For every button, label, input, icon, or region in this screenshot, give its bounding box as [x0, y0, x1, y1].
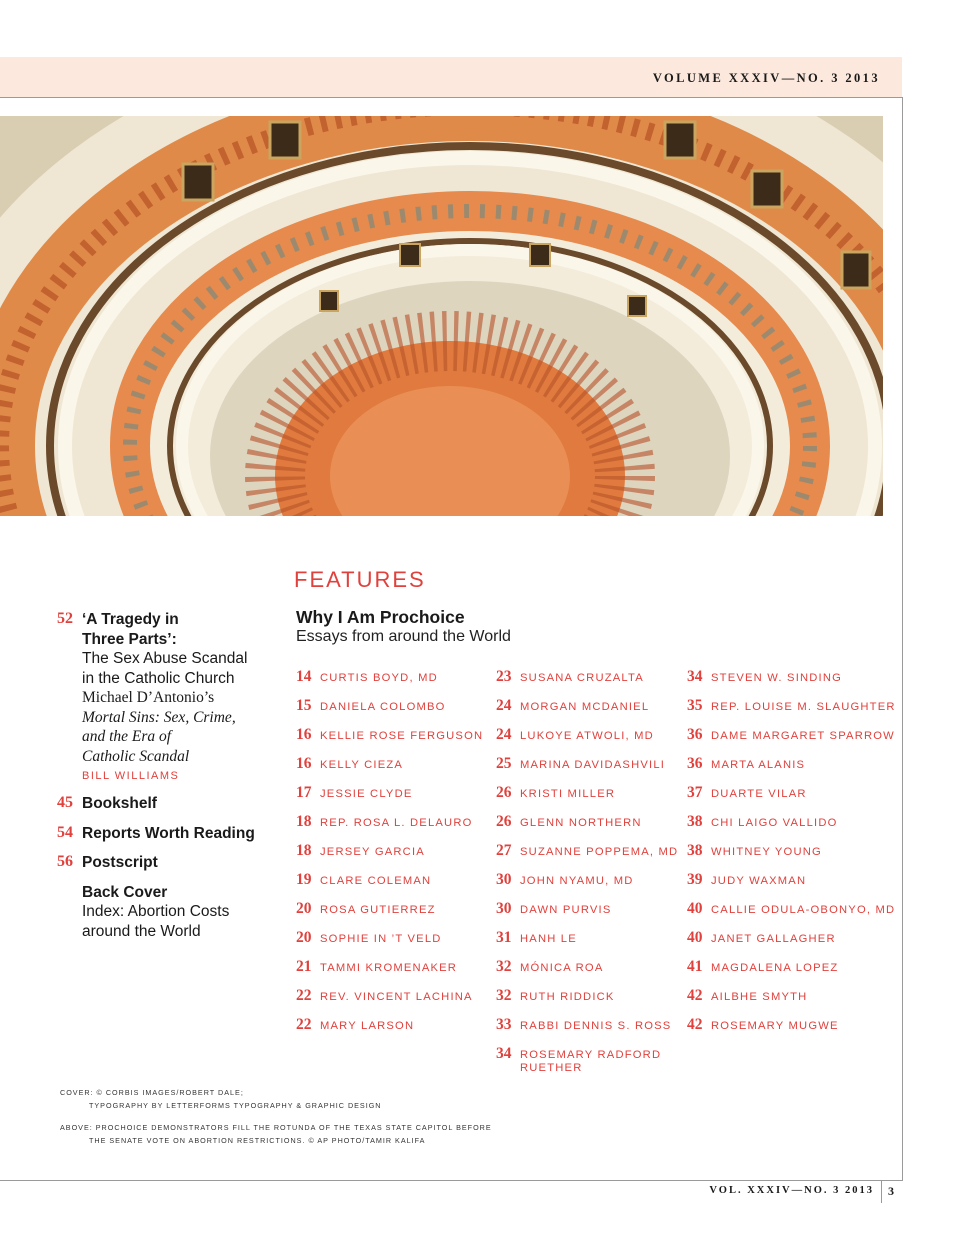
page-number: 54 — [57, 823, 73, 841]
essay-entry[interactable] — [687, 697, 896, 726]
essay-entry[interactable] — [496, 958, 678, 987]
essay-page-number: 32 — [496, 987, 512, 1004]
essay-page-number: 35 — [687, 697, 703, 714]
article-title: Bookshelf — [82, 795, 157, 812]
essay-page-number: 14 — [296, 668, 312, 685]
essay-page-number: 23 — [496, 668, 512, 685]
essay-entry[interactable] — [296, 987, 483, 1016]
contents-entry-back-cover[interactable] — [57, 883, 277, 942]
essay-entry[interactable] — [296, 697, 483, 726]
article-title-line: Three Parts’: — [82, 630, 177, 648]
essay-entry[interactable] — [296, 900, 483, 929]
footer-separator — [881, 1181, 882, 1203]
essay-page-number: 36 — [687, 726, 703, 743]
essay-entry[interactable] — [687, 871, 896, 900]
essay-author-name: MARINA DAVIDASHVILI — [520, 759, 666, 771]
features-heading: FEATURES — [294, 567, 426, 592]
essay-page-number: 18 — [296, 842, 312, 859]
essay-entry[interactable] — [687, 755, 896, 784]
contents-entry-tragedy[interactable] — [57, 610, 277, 782]
essay-author-name: STEVEN W. SINDING — [711, 672, 843, 684]
essay-author-name: TAMMI KROMENAKER — [320, 962, 458, 974]
essay-author-name: SUSANA CRUZALTA — [520, 672, 644, 684]
essay-page-number: 24 — [496, 726, 512, 743]
essay-author-name: MORGAN MCDANIEL — [520, 701, 650, 713]
essay-author-name-continued: RUETHER — [520, 1062, 583, 1074]
essay-author-name: KELLIE ROSE FERGUSON — [320, 730, 484, 742]
essay-entry[interactable] — [496, 697, 678, 726]
book-title-line — [82, 727, 277, 747]
essay-author-name: JESSIE CLYDE — [320, 788, 413, 800]
header-volume: VOLUME XXXIV—NO. 3 2013 — [652, 71, 880, 85]
essay-page-number: 16 — [296, 726, 312, 743]
contents-entry-postscript[interactable] — [57, 853, 277, 873]
essay-page-number: 20 — [296, 929, 312, 946]
essay-page-number: 31 — [496, 929, 512, 946]
essay-page-number: 33 — [496, 1016, 512, 1033]
essay-page-number: 26 — [496, 813, 512, 830]
page-number: 45 — [57, 794, 73, 811]
essay-page-number: 41 — [687, 958, 703, 975]
essay-page-number: 16 — [296, 755, 312, 772]
essay-author-name: ROSA GUTIERREZ — [320, 904, 436, 916]
essay-author-name: MARY LARSON — [320, 1020, 415, 1032]
article-title: Reports Worth Reading — [82, 824, 255, 842]
essay-page-number: 26 — [496, 784, 512, 801]
frame-right-rule — [902, 97, 903, 1180]
essay-entry[interactable] — [496, 813, 678, 842]
essay-author-name: DUARTE VILAR — [711, 788, 807, 800]
portrait-frame — [752, 171, 782, 207]
essay-entry[interactable] — [687, 987, 896, 1016]
portrait-frame — [665, 122, 695, 158]
essay-author-name: CALLIE ODULA-OBONYO, MD — [711, 904, 896, 916]
essay-entry[interactable] — [296, 813, 483, 842]
essay-author-name: DANIELA COLOMBO — [320, 701, 446, 713]
essay-entry[interactable] — [296, 929, 483, 958]
essay-entry[interactable] — [687, 784, 896, 813]
essay-entry[interactable] — [687, 958, 896, 987]
article-author: BILL WILLIAMS — [82, 770, 180, 782]
essay-author-name: MAGDALENA LOPEZ — [711, 962, 839, 974]
essay-author-name: KRISTI MILLER — [520, 788, 616, 800]
essay-page-number: 42 — [687, 1016, 703, 1033]
essay-page-number: 20 — [296, 900, 312, 917]
essay-entry[interactable] — [687, 842, 896, 871]
portrait-frame — [842, 252, 870, 288]
essay-page-number: 18 — [296, 813, 312, 830]
frame-bottom-rule — [0, 1180, 903, 1181]
essay-author-name: ROSEMARY MUGWE — [711, 1020, 839, 1032]
book-title-text: Mortal Sins: Sex, Crime, — [82, 708, 236, 726]
article-subtitle-line: around the World — [82, 922, 201, 940]
section-subtitle: Essays from around the World — [296, 628, 511, 645]
essay-entry[interactable] — [687, 929, 896, 958]
article-subtitle-line: The Sex Abuse Scandal — [82, 650, 248, 667]
portrait-frame — [270, 122, 300, 158]
essay-entry[interactable] — [496, 755, 678, 784]
essay-author-name: JUDY WAXMAN — [711, 875, 807, 887]
essay-author-name: ROSEMARY RADFORD — [520, 1049, 662, 1061]
page-number: 56 — [57, 853, 73, 870]
essay-author-name: MÓNICA ROA — [520, 962, 604, 974]
book-title-line — [82, 708, 277, 728]
essay-column-1 — [296, 668, 483, 1045]
essay-page-number: 17 — [296, 784, 312, 801]
essay-page-number: 25 — [496, 755, 512, 772]
essay-page-number: 21 — [296, 958, 312, 975]
essay-author-name: KELLY CIEZA — [320, 759, 404, 771]
contents-entry-reports[interactable] — [57, 824, 277, 844]
essay-page-number: 40 — [687, 900, 703, 917]
article-title-line: ‘A Tragedy in — [82, 611, 179, 628]
portrait-frame — [400, 244, 420, 266]
article-title: Back Cover — [82, 883, 168, 901]
contents-entry-bookshelf[interactable] — [57, 794, 277, 814]
credit-line: THE SENATE VOTE ON ABORTION RESTRICTIONS. © AP PHOTO/TAMIR KALIFA — [89, 1136, 426, 1145]
portrait-frame — [183, 164, 213, 200]
essay-author-name: REV. VINCENT LACHINA — [320, 991, 473, 1003]
essay-page-number: 40 — [687, 929, 703, 946]
essay-page-number: 34 — [496, 1045, 512, 1062]
essay-entry[interactable] — [687, 813, 896, 842]
essay-page-number: 27 — [496, 842, 512, 859]
essay-author-name: GLENN NORTHERN — [520, 817, 642, 829]
essay-page-number: 24 — [496, 697, 512, 714]
article-subtitle-line: in the Catholic Church — [82, 669, 235, 687]
essay-author-name: SOPHIE IN ’T VELD — [320, 933, 442, 945]
book-title-line — [82, 747, 277, 767]
credit-line: COVER: © CORBIS IMAGES/ROBERT DALE; — [60, 1088, 244, 1097]
essay-author-name: REP. ROSA L. DELAURO — [320, 817, 473, 829]
essay-entry[interactable] — [687, 900, 896, 929]
essay-column-3 — [687, 668, 896, 1045]
essay-entry[interactable] — [687, 668, 896, 697]
essay-page-number: 38 — [687, 842, 703, 859]
essay-author-name: REP. LOUISE M. SLAUGHTER — [711, 701, 896, 713]
essay-entry[interactable] — [496, 726, 678, 755]
essay-page-number: 19 — [296, 871, 312, 888]
footer-page-number: 3 — [888, 1184, 894, 1198]
frame-top-rule — [0, 97, 903, 98]
essay-entry[interactable] — [496, 842, 678, 871]
essay-entry[interactable] — [496, 987, 678, 1016]
cover-credit — [60, 1086, 492, 1112]
essay-entry[interactable] — [687, 1016, 896, 1045]
essay-entry[interactable] — [496, 900, 678, 929]
portrait-frame — [320, 291, 338, 311]
portrait-frame — [628, 296, 646, 316]
essay-author-name: JERSEY GARCIA — [320, 846, 425, 858]
essay-author-name: DAME MARGARET SPARROW — [711, 730, 895, 742]
essay-author-name: HANH LE — [520, 933, 577, 945]
footer-volume: VOL. XXXIV—NO. 3 2013 — [709, 1185, 874, 1196]
essay-author-name: AILBHE SMYTH — [711, 991, 808, 1003]
essay-page-number: 34 — [687, 668, 703, 685]
essay-author-name: WHITNEY YOUNG — [711, 846, 822, 858]
essay-author-name: CLARE COLEMAN — [320, 875, 432, 887]
essay-author-name: JANET GALLAGHER — [711, 933, 836, 945]
left-column — [57, 610, 277, 941]
essay-entry[interactable] — [687, 726, 896, 755]
essay-entry[interactable] — [296, 784, 483, 813]
above-credit — [60, 1121, 492, 1147]
essay-page-number: 37 — [687, 784, 703, 801]
photo-credits — [60, 1086, 492, 1147]
essay-page-number: 38 — [687, 813, 703, 830]
essay-entry[interactable] — [296, 668, 483, 697]
portrait-frame — [530, 244, 550, 266]
essay-page-number: 30 — [496, 871, 512, 888]
essay-author-name: DAWN PURVIS — [520, 904, 612, 916]
essay-entry[interactable] — [496, 929, 678, 958]
essay-author-name: RABBI DENNIS S. ROSS — [520, 1020, 672, 1032]
essay-column-2 — [496, 668, 678, 1074]
essay-entry[interactable] — [296, 726, 483, 755]
credit-line: ABOVE: PROCHOICE DEMONSTRATORS FILL THE ROTUNDA OF THE TEXAS STATE CAPITOL BEFORE — [60, 1123, 492, 1132]
essay-entry[interactable] — [496, 668, 678, 697]
essay-entry[interactable] — [296, 1016, 483, 1045]
credit-line: TYPOGRAPHY BY LETTERFORMS TYPOGRAPHY & GRAPHIC DESIGN — [89, 1101, 382, 1110]
essay-entry[interactable] — [296, 958, 483, 987]
essay-page-number: 15 — [296, 697, 312, 714]
book-credit-line: Michael D’Antonio’s — [82, 689, 215, 706]
essay-author-name: LUKOYE ATWOLI, MD — [520, 730, 654, 742]
essay-author-name: JOHN NYAMU, MD — [520, 875, 634, 887]
essay-page-number: 32 — [496, 958, 512, 975]
article-subtitle-line: Index: Abortion Costs — [82, 903, 230, 920]
essay-entry[interactable] — [496, 1016, 678, 1045]
essay-page-number: 42 — [687, 987, 703, 1004]
essay-author-name: CURTIS BOYD, MD — [320, 672, 438, 684]
essay-entry[interactable] — [296, 755, 483, 784]
essay-author-name: MARTA ALANIS — [711, 759, 806, 771]
essay-entry[interactable] — [496, 871, 678, 900]
essay-entry[interactable] — [296, 871, 483, 900]
essay-page-number: 30 — [496, 900, 512, 917]
essay-page-number: 39 — [687, 871, 703, 888]
book-title-text: and the Era of — [82, 728, 172, 745]
rotunda-illustration — [0, 116, 883, 516]
section-title: Why I Am Prochoice — [296, 607, 465, 627]
essay-author-name: SUZANNE POPPEMA, MD — [520, 846, 679, 858]
essay-author-name: RUTH RIDDICK — [520, 991, 615, 1003]
essay-author-name: CHI LAIGO VALLIDO — [711, 817, 838, 829]
essay-page-number: 22 — [296, 987, 312, 1004]
rotunda-photo — [0, 116, 883, 516]
essay-entry[interactable] — [296, 842, 483, 871]
book-title-text: Catholic Scandal — [82, 747, 190, 765]
page-number: 52 — [57, 610, 73, 627]
essay-entry[interactable] — [496, 784, 678, 813]
essay-page-number: 36 — [687, 755, 703, 772]
article-title: Postscript — [82, 854, 158, 871]
essay-page-number: 22 — [296, 1016, 312, 1033]
